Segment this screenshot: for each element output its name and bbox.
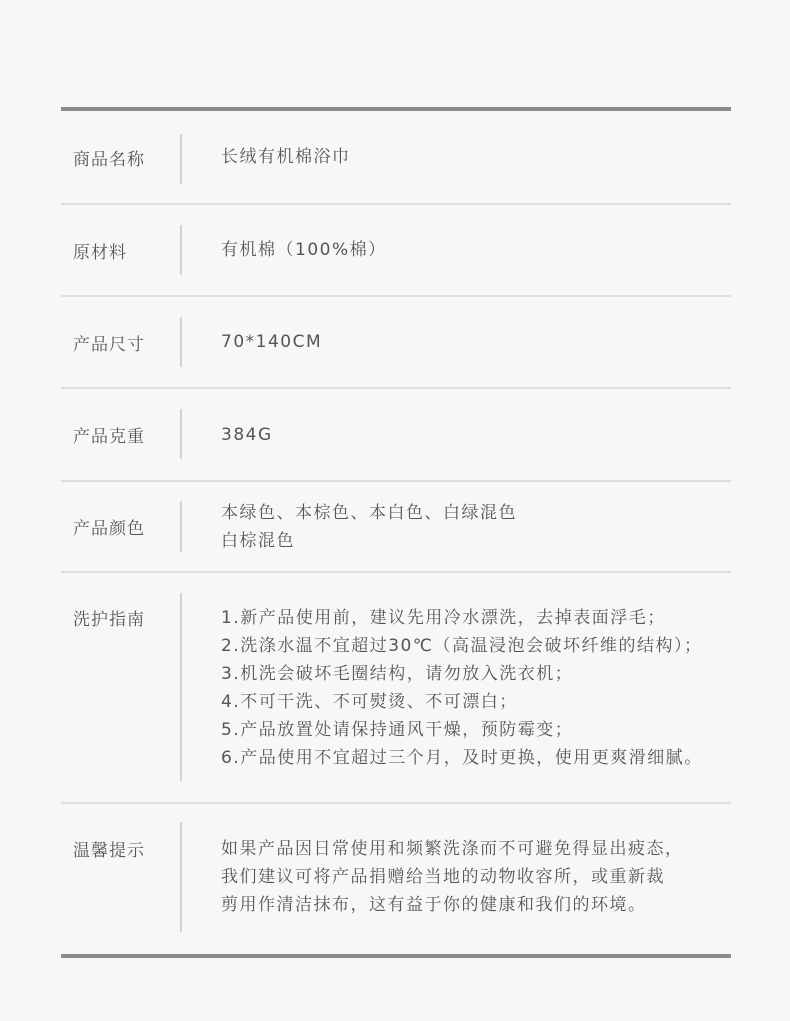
- value-line: 3.机洗会破坏毛圈结构，请勿放入洗衣机；: [221, 664, 574, 684]
- value-line: 本绿色、本棕色、本白色、白绿混色: [221, 502, 517, 523]
- column-divider: [180, 501, 182, 552]
- row-care-guide: [61, 573, 731, 804]
- column-divider: [180, 317, 182, 367]
- row-value: [181, 297, 731, 387]
- column-divider: [180, 134, 182, 184]
- value-line: 如果产品因日常使用和频繁洗涤而不可避免得显出疲态，: [221, 839, 684, 859]
- row-tips: [61, 804, 731, 954]
- value-line: 2.洗涤水温不宜超过30℃（高温浸泡会破坏纤维的结构）；: [221, 636, 703, 656]
- row-value: [181, 482, 731, 571]
- row-label: 温馨提示: [73, 841, 145, 861]
- column-divider: [180, 225, 182, 275]
- row-label: 原材料: [73, 242, 127, 263]
- value-line: 我们建议可将产品捐赠给当地的动物收容所，或重新裁: [221, 867, 665, 887]
- row-value: [181, 389, 731, 480]
- row-value: [181, 804, 731, 954]
- row-label: 产品克重: [73, 427, 145, 447]
- value-line: 1.新产品使用前，建议先用冷水漂洗，去掉表面浮毛；: [221, 608, 666, 628]
- product-info-table: [61, 107, 731, 958]
- value-line: 有机棉（100%棉）: [221, 240, 387, 260]
- value-line: 5.产品放置处请保持通风干燥，预防霉变；: [221, 720, 574, 740]
- row-material: [61, 205, 731, 297]
- value-line: 4.不可干洗、不可熨烫、不可漂白；: [221, 692, 518, 712]
- value-line: 长绒有机棉浴巾: [221, 147, 351, 167]
- row-value: [181, 205, 731, 295]
- row-value: [181, 573, 731, 802]
- column-divider: [180, 822, 182, 932]
- column-divider: [180, 409, 182, 459]
- value-line: 剪用作清洁抹布，这有益于你的健康和我们的环境。: [221, 895, 647, 915]
- value-line: 384G: [221, 424, 273, 445]
- row-colors: [61, 482, 731, 573]
- row-size: [61, 297, 731, 389]
- column-divider: [180, 593, 182, 781]
- value-line: 白棕混色: [221, 530, 295, 551]
- row-label: 洗护指南: [73, 610, 145, 630]
- bottom-border: [61, 954, 731, 958]
- value-line: 70*140CM: [221, 332, 323, 352]
- row-weight: [61, 389, 731, 482]
- row-product-name: [61, 111, 731, 205]
- row-label: 产品颜色: [73, 519, 145, 539]
- value-line: 6.产品使用不宜超过三个月，及时更换，使用更爽滑细腻。: [221, 748, 703, 768]
- row-value: [181, 111, 731, 203]
- row-label: 商品名称: [73, 149, 145, 170]
- row-label: 产品尺寸: [73, 334, 145, 355]
